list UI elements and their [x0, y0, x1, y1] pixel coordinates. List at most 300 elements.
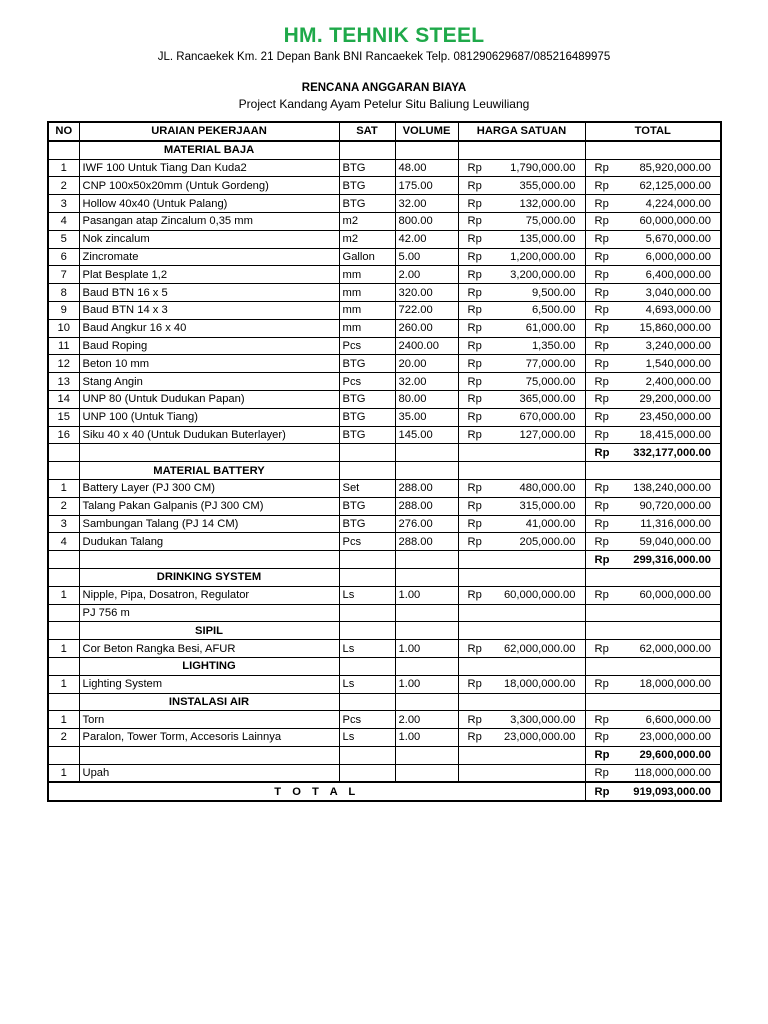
document-title: RENCANA ANGGARAN BIAYA [301, 82, 467, 94]
col-header-uraian: URAIAN PEKERJAAN [79, 122, 339, 141]
item-unit-price [458, 764, 585, 782]
table-row [48, 301, 721, 319]
item-unit: BTG [339, 515, 395, 533]
currency-label: Rp [467, 197, 482, 210]
currency-label: Rp [467, 250, 482, 263]
item-description: Lighting System [79, 675, 339, 693]
no-cell [48, 693, 79, 711]
item-unit: m2 [339, 212, 395, 230]
currency-label: Rp [594, 197, 609, 210]
grand-total-label: T O T A L [48, 782, 585, 801]
currency-label: Rp [594, 785, 610, 798]
item-unit-price [458, 479, 585, 497]
item-volume: 32.00 [395, 195, 458, 213]
amount-value: 59,040,000.00 [639, 535, 711, 548]
amount-value: 670,000.00 [519, 411, 576, 424]
item-unit-price [458, 177, 585, 195]
item-no: 11 [48, 337, 79, 355]
table-row [48, 159, 721, 177]
empty-cell [458, 746, 585, 764]
item-volume: 175.00 [395, 177, 458, 195]
grand-total-row [48, 782, 721, 801]
table-row [48, 212, 721, 230]
currency-label: Rp [594, 749, 610, 762]
item-no: 3 [48, 195, 79, 213]
amount-value: 75,000.00 [525, 375, 576, 388]
currency-label: Rp [467, 268, 482, 281]
item-unit: Ls [339, 640, 395, 658]
item-total [585, 355, 721, 373]
item-description: Beton 10 mm [79, 355, 339, 373]
empty-cell [339, 444, 395, 462]
item-volume: 35.00 [395, 408, 458, 426]
currency-label: Rp [467, 339, 482, 352]
item-total [585, 764, 721, 782]
item-unit: mm [339, 319, 395, 337]
empty-cell [48, 444, 79, 462]
currency-label: Rp [467, 233, 482, 246]
table-row [48, 230, 721, 248]
amount-value: 135,000.00 [519, 233, 576, 246]
item-unit: BTG [339, 355, 395, 373]
amount-value: 132,000.00 [519, 197, 576, 210]
currency-label: Rp [467, 500, 482, 513]
project-name: Project Kandang Ayam Petelur Situ Baliung Leuwiliang [238, 97, 530, 111]
empty-cell [395, 622, 458, 640]
item-unit: Pcs [339, 373, 395, 391]
item-volume: 48.00 [395, 159, 458, 177]
item-description: UNP 80 (Untuk Dudukan Papan) [79, 390, 339, 408]
currency-label: Rp [594, 375, 609, 388]
currency-label: Rp [594, 678, 609, 691]
currency-label: Rp [467, 589, 482, 602]
table-row [48, 284, 721, 302]
item-unit: Ls [339, 729, 395, 747]
currency-label: Rp [467, 731, 482, 744]
empty-cell [79, 444, 339, 462]
item-unit-price [458, 390, 585, 408]
item-description: Baud Roping [79, 337, 339, 355]
item-description: Plat Besplate 1,2 [79, 266, 339, 284]
item-unit-price [458, 212, 585, 230]
col-header-sat: SAT [339, 122, 395, 141]
item-no: 2 [48, 729, 79, 747]
empty-cell [585, 568, 721, 586]
item-description: Siku 40 x 40 (Untuk Dudukan Buterlayer) [79, 426, 339, 444]
currency-label: Rp [594, 517, 609, 530]
item-volume: 1.00 [395, 586, 458, 604]
item-unit: BTG [339, 497, 395, 515]
item-description: Talang Pakan Galpanis (PJ 300 CM) [79, 497, 339, 515]
item-unit [339, 764, 395, 782]
item-description: UNP 100 (Untuk Tiang) [79, 408, 339, 426]
item-unit-price [458, 248, 585, 266]
amount-value: 1,200,000.00 [510, 250, 576, 263]
col-header-no: NO [48, 122, 79, 141]
table-row [48, 675, 721, 693]
item-volume: 800.00 [395, 212, 458, 230]
item-description: Baud BTN 14 x 3 [79, 301, 339, 319]
empty-cell [458, 604, 585, 622]
table-row [48, 195, 721, 213]
section-header-row [48, 462, 721, 480]
item-unit: BTG [339, 426, 395, 444]
item-unit-price [458, 284, 585, 302]
item-unit: Pcs [339, 711, 395, 729]
item-unit: BTG [339, 408, 395, 426]
amount-value: 1,540,000.00 [645, 357, 711, 370]
item-description: Zincromate [79, 248, 339, 266]
item-total [585, 390, 721, 408]
currency-label: Rp [467, 642, 482, 655]
currency-label: Rp [467, 713, 482, 726]
table-row [48, 586, 721, 604]
empty-cell [339, 657, 395, 675]
empty-cell [48, 551, 79, 569]
currency-label: Rp [594, 322, 609, 335]
empty-cell [339, 568, 395, 586]
table-row [48, 408, 721, 426]
amount-value: 6,600,000.00 [645, 713, 711, 726]
item-description: Baud Angkur 16 x 40 [79, 319, 339, 337]
empty-cell [395, 657, 458, 675]
empty-cell [458, 551, 585, 569]
amount-value: 2,400,000.00 [645, 375, 711, 388]
empty-cell [458, 462, 585, 480]
item-description: Paralon, Tower Torm, Accesoris Lainnya [79, 729, 339, 747]
item-unit-price [458, 230, 585, 248]
item-unit: BTG [339, 390, 395, 408]
currency-label: Rp [467, 535, 482, 548]
item-total [585, 337, 721, 355]
empty-cell [458, 622, 585, 640]
item-total [585, 711, 721, 729]
item-no: 12 [48, 355, 79, 373]
item-unit-price [458, 533, 585, 551]
amount-value: 118,000,000.00 [634, 767, 711, 780]
amount-value: 1,350.00 [531, 339, 576, 352]
item-volume: 42.00 [395, 230, 458, 248]
item-description: Baud BTN 16 x 5 [79, 284, 339, 302]
amount-value: 5,670,000.00 [645, 233, 711, 246]
item-no: 4 [48, 212, 79, 230]
no-cell [48, 604, 79, 622]
section-header-row [48, 141, 721, 159]
item-unit: Pcs [339, 337, 395, 355]
item-unit: Set [339, 479, 395, 497]
amount-value: 3,200,000.00 [510, 268, 576, 281]
item-total [585, 266, 721, 284]
empty-cell [458, 444, 585, 462]
item-total [585, 426, 721, 444]
empty-cell [458, 693, 585, 711]
item-volume: 1.00 [395, 729, 458, 747]
item-total [585, 319, 721, 337]
budget-table [47, 121, 722, 802]
item-description: IWF 100 Untuk Tiang Dan Kuda2 [79, 159, 339, 177]
section-title: LIGHTING [79, 657, 339, 675]
table-row [48, 640, 721, 658]
item-no: 1 [48, 675, 79, 693]
col-header-volume: VOLUME [395, 122, 458, 141]
currency-label: Rp [467, 411, 482, 424]
currency-label: Rp [467, 393, 482, 406]
table-row [48, 319, 721, 337]
empty-cell [585, 141, 721, 159]
amount-value: 29,200,000.00 [639, 393, 711, 406]
item-unit: mm [339, 301, 395, 319]
item-total [585, 373, 721, 391]
empty-cell [339, 622, 395, 640]
item-no: 14 [48, 390, 79, 408]
table-row [48, 479, 721, 497]
currency-label: Rp [594, 642, 609, 655]
amount-value: 6,500.00 [531, 304, 576, 317]
col-header-harga: HARGA SATUAN [458, 122, 585, 141]
amount-value: 127,000.00 [519, 428, 576, 441]
no-cell [48, 462, 79, 480]
currency-label: Rp [467, 304, 482, 317]
amount-value: 315,000.00 [519, 500, 576, 513]
item-no: 5 [48, 230, 79, 248]
item-total [585, 640, 721, 658]
currency-label: Rp [594, 446, 610, 459]
section-title: DRINKING SYSTEM [79, 568, 339, 586]
empty-cell [395, 568, 458, 586]
item-volume: 722.00 [395, 301, 458, 319]
no-cell [48, 622, 79, 640]
empty-cell [395, 444, 458, 462]
section-title: INSTALASI AIR [79, 693, 339, 711]
amount-value: 15,860,000.00 [639, 322, 711, 335]
item-no: 1 [48, 764, 79, 782]
empty-cell [585, 622, 721, 640]
amount-value: 365,000.00 [519, 393, 576, 406]
currency-label: Rp [594, 304, 609, 317]
item-unit-price [458, 373, 585, 391]
empty-cell [79, 746, 339, 764]
subtotal-value [585, 551, 721, 569]
item-no: 1 [48, 159, 79, 177]
section-header-row [48, 568, 721, 586]
item-description: Torn [79, 711, 339, 729]
item-unit: Ls [339, 586, 395, 604]
item-total [585, 515, 721, 533]
amount-value: 18,415,000.00 [639, 428, 711, 441]
section-header-row [48, 622, 721, 640]
empty-cell [395, 462, 458, 480]
item-unit-price [458, 426, 585, 444]
amount-value: 205,000.00 [519, 535, 576, 548]
item-volume: 2.00 [395, 266, 458, 284]
item-volume: 2400.00 [395, 337, 458, 355]
empty-cell [395, 551, 458, 569]
currency-label: Rp [594, 535, 609, 548]
table-row [48, 711, 721, 729]
item-volume: 288.00 [395, 497, 458, 515]
table-row [48, 248, 721, 266]
amount-value: 3,040,000.00 [645, 286, 711, 299]
item-no: 4 [48, 533, 79, 551]
currency-label: Rp [594, 731, 609, 744]
currency-label: Rp [594, 482, 609, 495]
currency-label: Rp [594, 339, 609, 352]
amount-value: 299,316,000.00 [633, 553, 711, 566]
item-total [585, 195, 721, 213]
no-cell [48, 568, 79, 586]
item-description: Sambungan Talang (PJ 14 CM) [79, 515, 339, 533]
table-row [48, 390, 721, 408]
subtotal-row [48, 444, 721, 462]
amount-value: 138,240,000.00 [633, 482, 711, 495]
item-unit-price [458, 711, 585, 729]
table-row [48, 515, 721, 533]
item-unit-price [458, 159, 585, 177]
empty-cell [79, 551, 339, 569]
item-unit: Gallon [339, 248, 395, 266]
item-total [585, 248, 721, 266]
subtotal-row [48, 551, 721, 569]
item-unit: BTG [339, 177, 395, 195]
item-volume: 145.00 [395, 426, 458, 444]
empty-cell [458, 141, 585, 159]
amount-value: 29,600,000.00 [639, 749, 711, 762]
item-volume: 320.00 [395, 284, 458, 302]
amount-value: 919,093,000.00 [633, 785, 711, 798]
item-volume: 260.00 [395, 319, 458, 337]
item-volume: 5.00 [395, 248, 458, 266]
section-title: MATERIAL BATTERY [79, 462, 339, 480]
no-cell [48, 141, 79, 159]
item-no: 2 [48, 177, 79, 195]
amount-value: 6,000,000.00 [645, 250, 711, 263]
col-header-total: TOTAL [585, 122, 721, 141]
table-row [48, 355, 721, 373]
amount-value: 75,000.00 [525, 215, 576, 228]
empty-cell [458, 568, 585, 586]
item-description: Pasangan atap Zincalum 0,35 mm [79, 212, 339, 230]
table-row [48, 426, 721, 444]
item-unit-price [458, 301, 585, 319]
item-volume: 288.00 [395, 533, 458, 551]
item-no: 1 [48, 640, 79, 658]
empty-cell [585, 657, 721, 675]
amount-value: 1,790,000.00 [510, 161, 576, 174]
empty-cell [339, 141, 395, 159]
currency-label: Rp [467, 482, 482, 495]
item-no: 16 [48, 426, 79, 444]
currency-label: Rp [594, 428, 609, 441]
currency-label: Rp [594, 215, 609, 228]
subtotal-value [585, 746, 721, 764]
empty-cell [48, 746, 79, 764]
item-description: Nok zincalum [79, 230, 339, 248]
subtotal-row [48, 746, 721, 764]
amount-value: 332,177,000.00 [633, 446, 711, 459]
item-volume: 20.00 [395, 355, 458, 373]
item-volume: 2.00 [395, 711, 458, 729]
currency-label: Rp [594, 713, 609, 726]
item-volume: 276.00 [395, 515, 458, 533]
empty-cell [395, 604, 458, 622]
currency-label: Rp [467, 428, 482, 441]
item-no: 15 [48, 408, 79, 426]
item-total [585, 675, 721, 693]
currency-label: Rp [467, 215, 482, 228]
amount-value: 11,316,000.00 [640, 517, 711, 530]
table-row [48, 729, 721, 747]
item-unit: Ls [339, 675, 395, 693]
amount-value: 62,125,000.00 [639, 179, 711, 192]
item-description: CNP 100x50x20mm (Untuk Gordeng) [79, 177, 339, 195]
currency-label: Rp [594, 589, 609, 602]
item-unit-price [458, 515, 585, 533]
amount-value: 23,000,000.00 [639, 731, 711, 744]
currency-label: Rp [594, 179, 609, 192]
item-volume: 1.00 [395, 675, 458, 693]
currency-label: Rp [594, 393, 609, 406]
amount-value: 77,000.00 [525, 357, 576, 370]
item-total [585, 301, 721, 319]
item-unit-price [458, 497, 585, 515]
currency-label: Rp [467, 357, 482, 370]
item-unit-price [458, 408, 585, 426]
empty-cell [339, 462, 395, 480]
item-total [585, 177, 721, 195]
item-total [585, 408, 721, 426]
empty-cell [585, 693, 721, 711]
amount-value: 60,000,000.00 [639, 215, 711, 228]
item-volume: 1.00 [395, 640, 458, 658]
item-no: 7 [48, 266, 79, 284]
currency-label: Rp [467, 161, 482, 174]
currency-label: Rp [594, 767, 609, 780]
empty-cell [339, 746, 395, 764]
item-description: Hollow 40x40 (Untuk Palang) [79, 195, 339, 213]
currency-label: Rp [594, 553, 610, 566]
item-unit: Pcs [339, 533, 395, 551]
table-row [48, 497, 721, 515]
item-unit: m2 [339, 230, 395, 248]
amount-value: 18,000,000.00 [503, 678, 576, 691]
item-description: Battery Layer (PJ 300 CM) [79, 479, 339, 497]
item-no: 6 [48, 248, 79, 266]
currency-label: Rp [467, 375, 482, 388]
item-description: Nipple, Pipa, Dosatron, Regulator [79, 586, 339, 604]
item-total [585, 729, 721, 747]
amount-value: 480,000.00 [519, 482, 576, 495]
amount-value: 4,224,000.00 [645, 197, 711, 210]
empty-cell [395, 693, 458, 711]
item-no: 1 [48, 711, 79, 729]
table-header-row [48, 122, 721, 141]
section-title: MATERIAL BAJA [79, 141, 339, 159]
item-unit-price [458, 319, 585, 337]
currency-label: Rp [594, 250, 609, 263]
empty-cell [395, 141, 458, 159]
item-no: 1 [48, 479, 79, 497]
item-unit-price [458, 355, 585, 373]
company-address: JL. Rancaekek Km. 21 Depan Bank BNI Rancaekek Telp. 081290629687/085216489975 [157, 51, 611, 63]
item-unit: BTG [339, 159, 395, 177]
item-description: Dudukan Talang [79, 533, 339, 551]
currency-label: Rp [594, 286, 609, 299]
amount-value: 62,000,000.00 [503, 642, 576, 655]
empty-cell [585, 462, 721, 480]
amount-value: 85,920,000.00 [639, 161, 711, 174]
table-body [48, 141, 721, 801]
company-name: HM. TEHNIK STEEL [283, 24, 485, 47]
